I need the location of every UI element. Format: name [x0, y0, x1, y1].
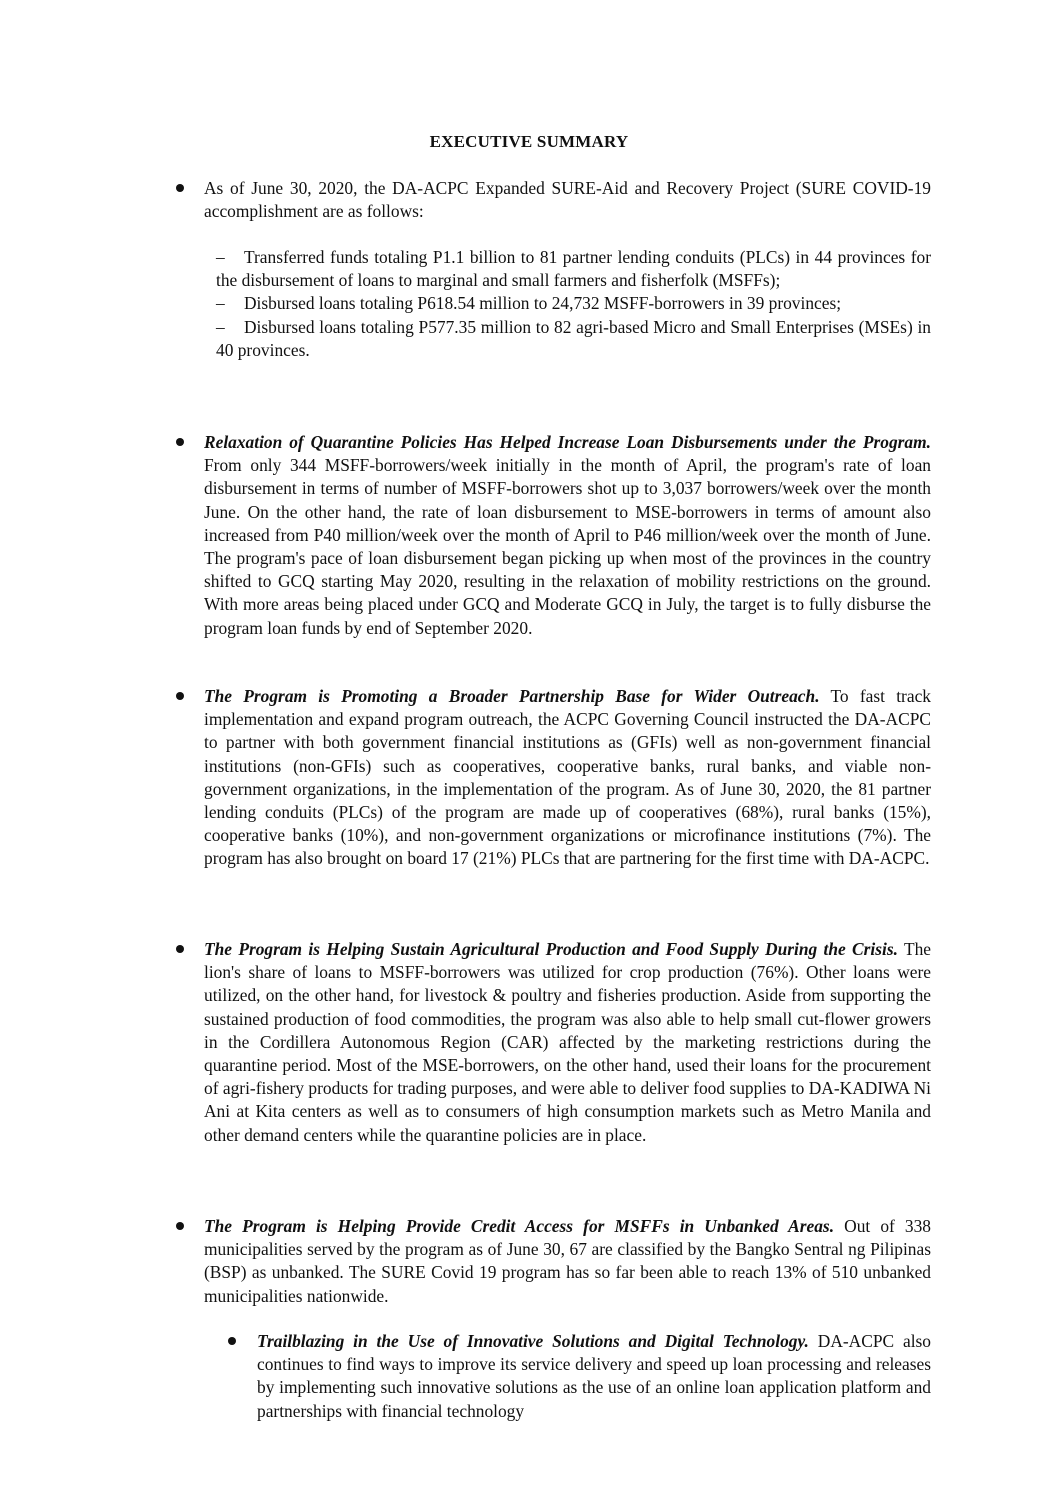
- section-heading: The Program is Helping Sustain Agricultural Production and Food Supply During the Crisis.: [204, 939, 898, 959]
- bullet-icon: [176, 1222, 184, 1230]
- sub-bullet-icon: [228, 1337, 236, 1345]
- section-body: The lion's share of loans to MSFF-borrowers was utilized for crop production (76%). Other loans were utilized, on the other hand, for livestock & poultry and fisheries production. Aside from supporting the sustained production of food commodities, the program was also able to help small cut-flower growers in the Cordillera Autonomous Region (CAR) affected by the marketing restrictions during the quarantine period. Most of the MSE-borrowers, on the other hand, used their loans for the procurement of agri-fishery products for trading purposes, and were able to deliver food supplies to DA-KADIWA Ni Ani at Kita centers as well as to consumers of high consumption markets such as Metro Manila and other demand centers while the quarantine policies are in place.: [204, 939, 931, 1145]
- section-paragraph: [204, 1215, 931, 1308]
- bullet-icon: [176, 945, 184, 953]
- bullet-icon: [176, 692, 184, 700]
- section-paragraph: [204, 685, 931, 871]
- subsection-heading: Trailblazing in the Use of Innovative Solutions and Digital Technology.: [257, 1331, 809, 1351]
- subsection-paragraph: [257, 1330, 931, 1423]
- section-heading: The Program is Promoting a Broader Partnership Base for Wider Outreach.: [204, 686, 820, 706]
- section-body: Out of 338 municipalities served by the program as of June 30, 67 are classified by the Bangko Sentral ng Pilipinas (BSP) as unbanked. The SURE Covid 19 program has so far been able to reach 13% of 510 unbanked municipalities nationwide.: [204, 1216, 931, 1306]
- section-paragraph: [204, 938, 931, 1147]
- list-item: [216, 292, 931, 315]
- bullet-icon: [176, 184, 184, 192]
- section-body: From only 344 MSFF-borrowers/week initially in the month of April, the program's rate of loan disbursement in terms of number of MSFF-borrowers shot up to 3,037 borrowers/week over the month June. On the other hand, the rate of loan disbursement to MSE-borrowers in terms of amount also increased from P40 million/week over the month of April to P46 million/week over the month of June. The program's pace of loan disbursement began picking up when most of the provinces in the country shifted to GCQ starting May 2020, resulting in the relaxation of mobility restrictions on the ground. With more areas being placed under GCQ and Moderate GCQ in July, the target is to fully disburse the program loan funds by end of September 2020.: [204, 455, 931, 638]
- page-title: EXECUTIVE SUMMARY: [429, 132, 629, 151]
- section-paragraph: [204, 431, 931, 640]
- list-item-text: Disbursed loans totaling P577.35 million to 82 agri-based Micro and Small Enterprises (MSEs) in 40 provinces.: [216, 316, 931, 360]
- subsection-body: DA-ACPC also continues to find ways to improve its service delivery and speed up loan processing and releases by implementing such innovative solutions as the use of an online loan application platform and partnerships with financial technology: [257, 1331, 931, 1421]
- dash-icon: –: [216, 247, 225, 267]
- list-item-text: Transferred funds totaling P1.1 billion to 81 partner lending conduits (PLCs) in 44 provinces for the disbursement of loans to marginal and small farmers and fisherfolk (MSFFs);: [216, 247, 931, 291]
- list-item: [216, 246, 931, 292]
- dash-icon: –: [216, 316, 225, 337]
- section-heading: The Program is Helping Provide Credit Access for MSFFs in Unbanked Areas.: [204, 1216, 835, 1236]
- intro-text: As of June 30, 2020, the DA-ACPC Expanded SURE-Aid and Recovery Project (SURE COVID-19 accomplishment are as follows:: [204, 178, 931, 222]
- list-item-text: Disbursed loans totaling P618.54 million to 24,732 MSFF-borrowers in 39 provinces;: [244, 293, 842, 314]
- section-body: To fast track implementation and expand program outreach, the ACPC Governing Council instructed the DA-ACPC to partner with both government financial institutions as (GFIs) well as non-government financial institutions (non-GFIs) such as cooperatives, cooperative banks, rural banks, and viable non-government organizations, in the implementation of the program. As of June 30, 2020, the 81 partner lending conduits (PLCs) of the program are made up of cooperatives (68%), rural banks (15%), cooperative banks (10%), and non-government organizations or microfinance institutions (7%). The program has also brought on board 17 (21%) PLCs that are partnering for the first time with DA-ACPC.: [204, 686, 931, 869]
- bullet-icon: [176, 438, 184, 446]
- dash-icon: –: [216, 293, 225, 314]
- intro-list: [216, 246, 931, 362]
- intro-paragraph: [204, 177, 931, 223]
- section-heading: Relaxation of Quarantine Policies Has Helped Increase Loan Disbursements under the Program.: [204, 432, 931, 452]
- list-item: [216, 316, 931, 362]
